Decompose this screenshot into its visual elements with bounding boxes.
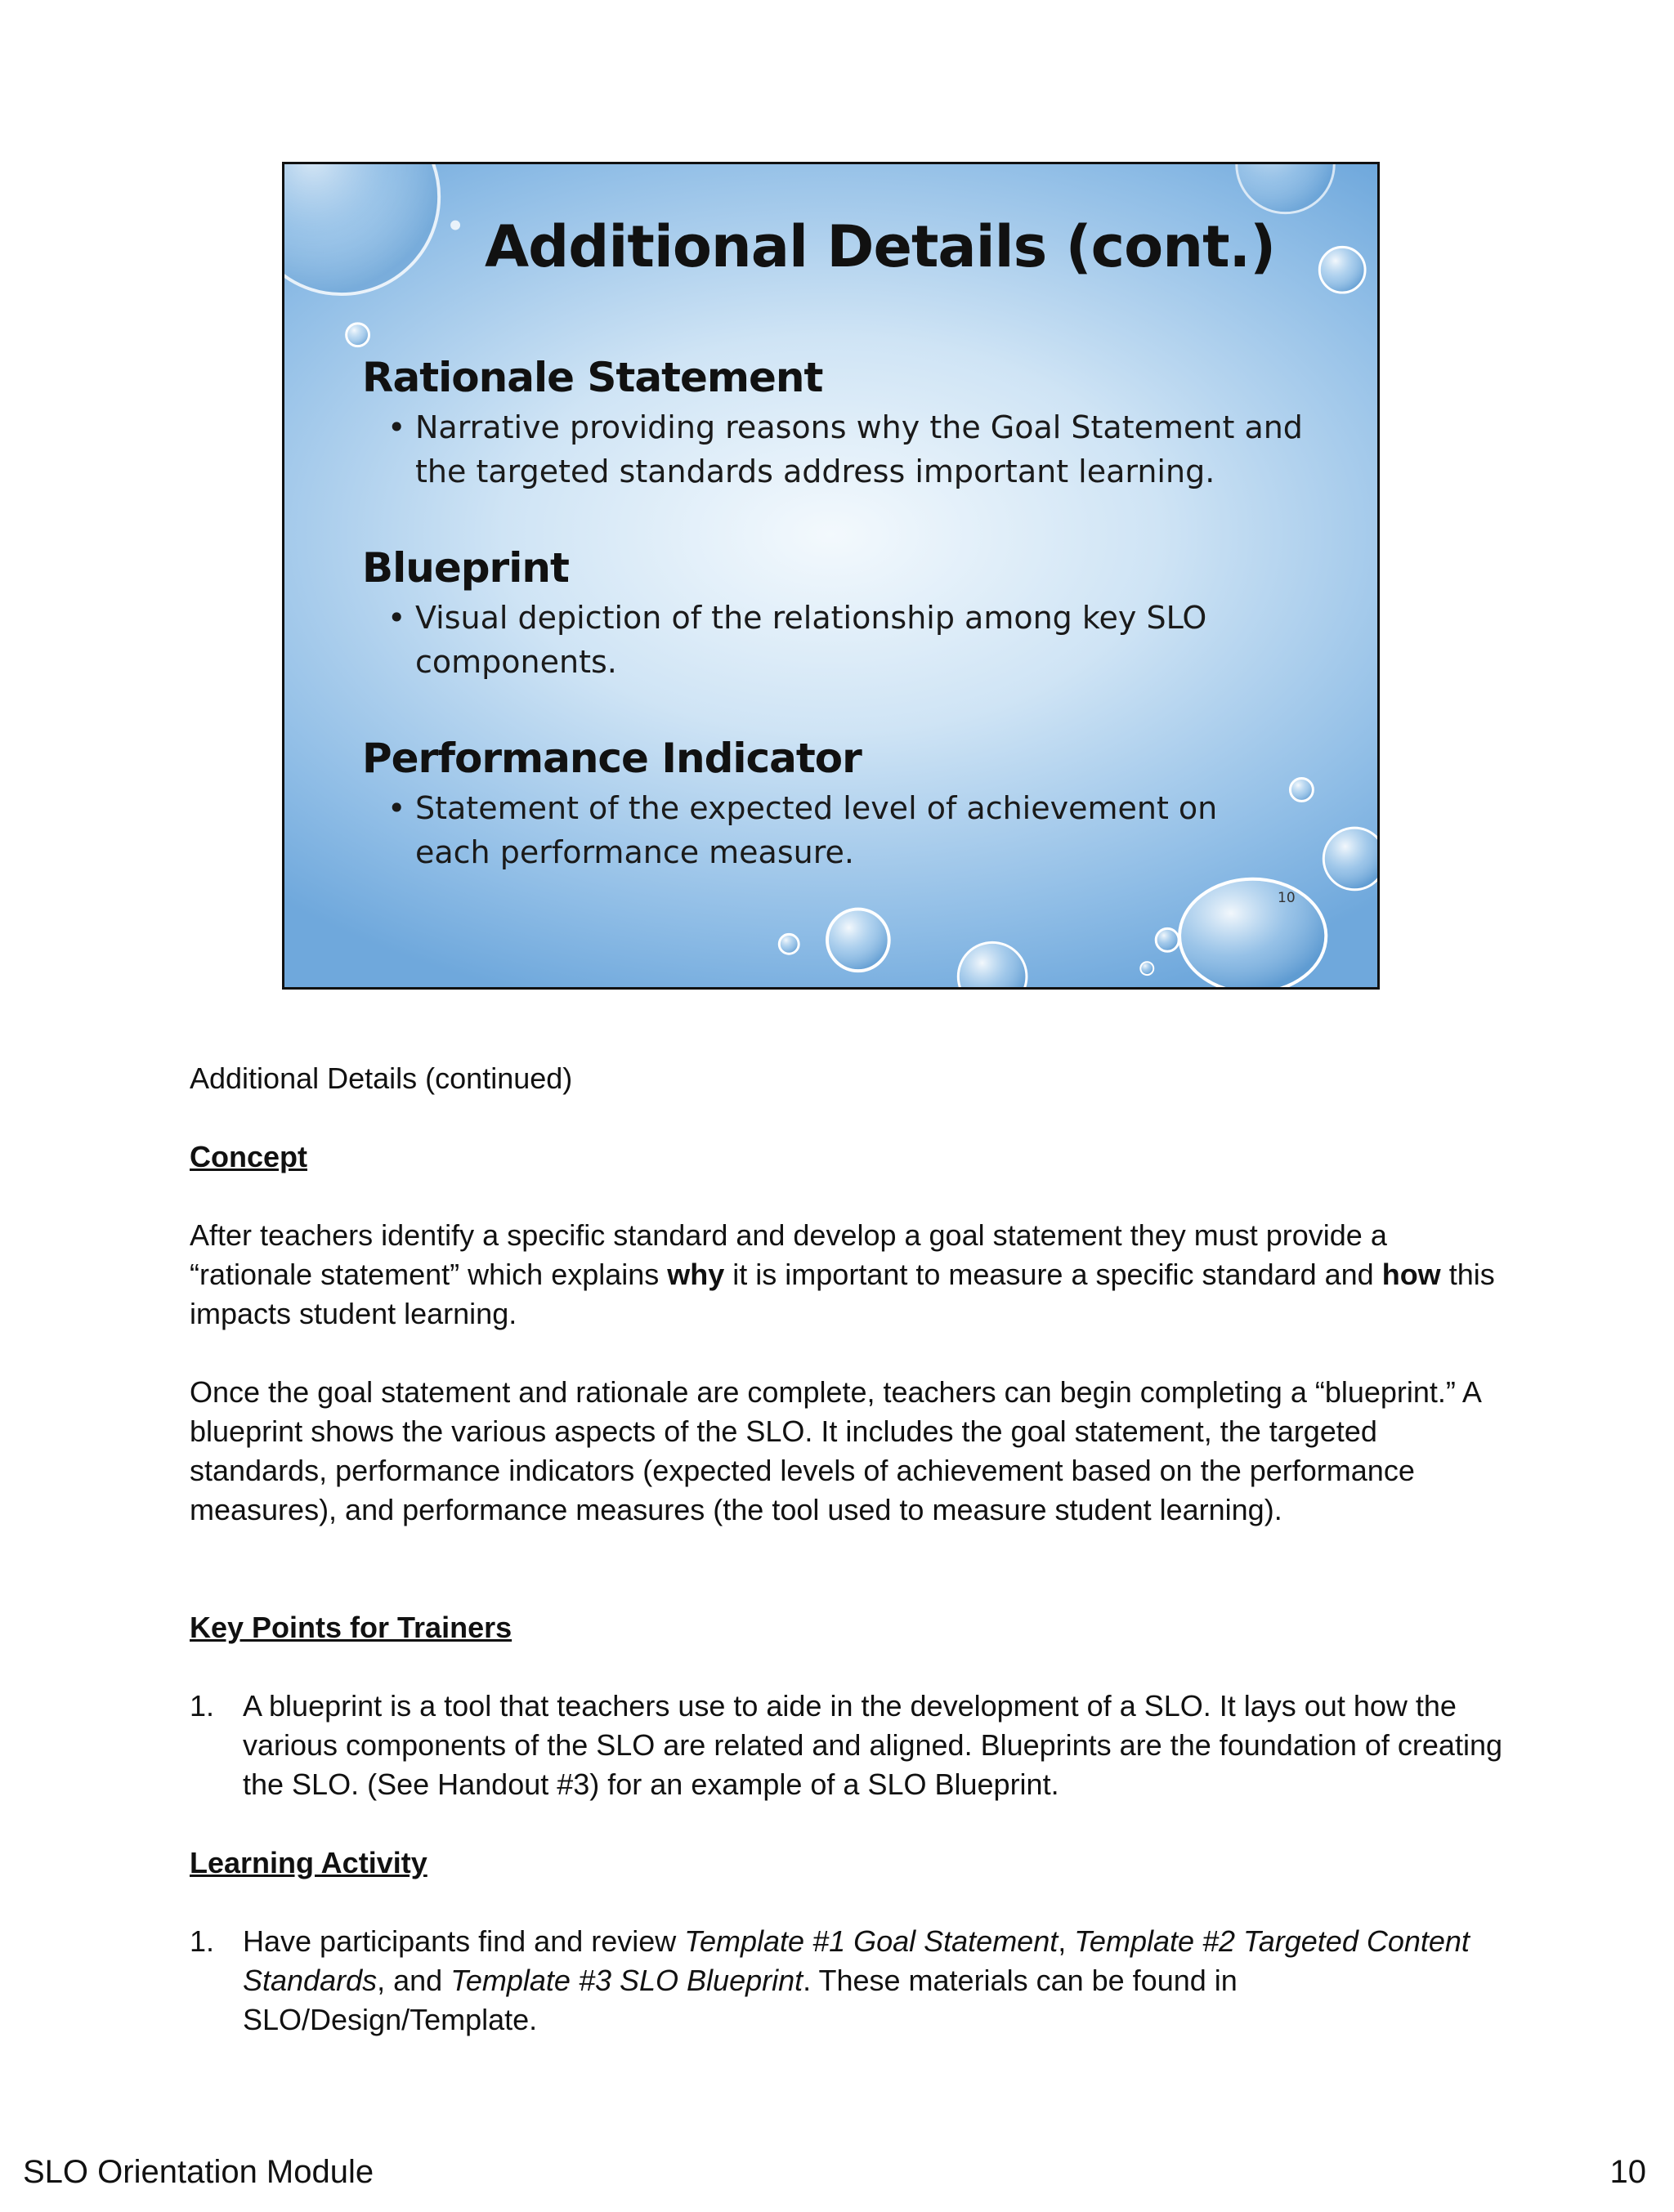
concept-paragraph-1	[190, 1216, 1497, 1334]
slide-bullet-rationale	[387, 405, 1331, 494]
concept-paragraph-2: Once the goal statement and rationale are complete, teachers can begin completing a “blueprint.” A blueprint shows the various aspects of the SLO. It includes the goal statement, the targeted standards, performance indicators (expected levels of achievement based on the performance measures), and performance measures (the tool used to measure student learning).	[190, 1375, 1480, 1526]
list-item-text	[243, 1922, 1518, 2040]
bullet-glyph: •	[387, 409, 406, 445]
activity-text: ,	[1058, 1924, 1075, 1958]
learning-activity-heading: Learning Activity	[190, 1846, 427, 1879]
slide-bullet-text: Visual depiction of the relationship among key SLO components.	[415, 600, 1207, 680]
slide-heading-performance-indicator: Performance Indicator	[362, 735, 862, 782]
slide-heading-blueprint: Blueprint	[362, 544, 569, 592]
key-points-heading: Key Points for Trainers	[190, 1611, 512, 1644]
template-3-ref: Template #3 SLO Blueprint	[450, 1964, 803, 1997]
slide-number: 10	[1278, 890, 1296, 906]
slide-heading-rationale: Rationale Statement	[362, 354, 823, 401]
footer-page-number: 10	[1609, 2154, 1646, 2190]
list-number: 1.	[190, 1924, 215, 1958]
notes-intro: Additional Details (continued)	[190, 1061, 573, 1095]
slide-title: Additional Details (cont.)	[485, 213, 1276, 280]
activity-text: Have participants find and review	[243, 1924, 685, 1958]
list-item-text: A blueprint is a tool that teachers use to aide in the development of a SLO. It lays out how the various components of the SLO are related and aligned. Blueprints are the foundation of creating the SLO. (See Handout #3) for an example of a SLO Blueprint.	[243, 1689, 1502, 1801]
template-1-ref: Template #1 Goal Statement	[684, 1924, 1059, 1958]
activity-text: , and	[377, 1964, 451, 1997]
footer-module-title: SLO Orientation Module	[23, 2154, 374, 2190]
concept-emphasis-why: why	[667, 1258, 725, 1291]
concept-heading: Concept	[190, 1140, 307, 1173]
concept-text: it is important to measure a specific standard and	[724, 1258, 1382, 1291]
slide-bullet-text: Statement of the expected level of achievement on each performance measure.	[415, 790, 1218, 870]
slide-bullet-performance-indicator	[387, 786, 1298, 874]
bullet-glyph: •	[387, 600, 406, 636]
bullet-glyph: •	[387, 790, 406, 826]
slide-bullet-blueprint	[387, 596, 1216, 684]
concept-text: this impacts student learning.	[190, 1258, 1495, 1330]
concept-text: After teachers identify a specific standard and develop a goal statement they must provide a “rationale statement” which explains	[190, 1218, 1387, 1291]
concept-emphasis-how: how	[1381, 1258, 1441, 1291]
list-number: 1.	[190, 1689, 215, 1723]
template-2-ref: Template #2 Targeted Content Standards	[243, 1924, 1470, 1997]
activity-text: . These materials can be found in SLO/Design/Template.	[243, 1964, 1238, 2036]
slide-thumbnail	[282, 162, 1380, 990]
slide-bullet-text: Narrative providing reasons why the Goal Statement and the targeted standards address important learning.	[415, 409, 1303, 489]
